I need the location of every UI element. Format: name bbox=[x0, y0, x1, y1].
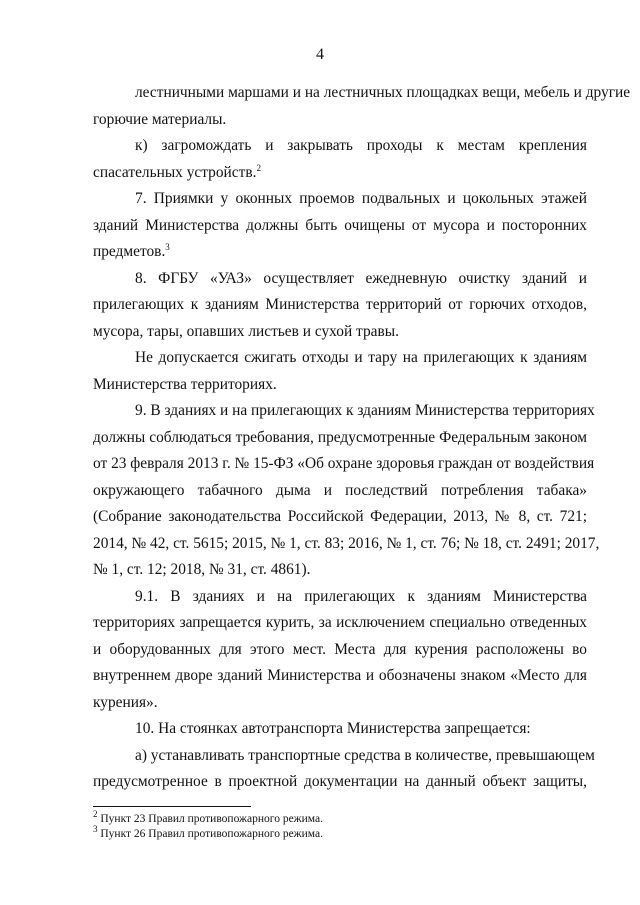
paragraph-item-k bbox=[93, 133, 587, 186]
paragraph-7 bbox=[93, 186, 587, 266]
text-line: 2014, № 42, ст. 5615; 2015, № 1, ст. 83; 2016, № 1, ст. 76; № 18, ст. 2491; 2017, bbox=[93, 534, 600, 552]
footnote-3 bbox=[93, 824, 587, 842]
text-line-content: предметов. bbox=[93, 243, 166, 260]
text-line: 7. Приямки у оконных проемов подвальных и цокольных этажей bbox=[135, 190, 587, 207]
text-line: территориях запрещается курить, за исключением специально отведенных bbox=[93, 614, 587, 631]
text-line: мусора, тары, опавших листьев и сухой травы. bbox=[93, 322, 399, 340]
text-line: 10. На стоянках автотранспорта Министерства запрещается: bbox=[135, 720, 531, 737]
text-line: должны соблюдаться требования, предусмотренные Федеральным законом bbox=[93, 428, 587, 446]
footnote-divider bbox=[93, 806, 251, 807]
text-line: от 23 февраля 2013 г. № 15-ФЗ «Об охране здоровья граждан от воздействия bbox=[93, 455, 595, 472]
footnotes bbox=[93, 809, 587, 842]
text-line: предусмотренное в проектной документации на данный объект защиты, bbox=[93, 773, 587, 790]
text-line: прилегающих к зданиям Министерства территорий от горючих отходов, bbox=[93, 296, 587, 313]
text-line bbox=[93, 239, 587, 266]
footnote-text: Пункт 23 Правил противопожарного режима. bbox=[97, 813, 323, 825]
text-line: Не допускается сжигать отходы и тару на прилегающих к зданиям bbox=[135, 349, 587, 366]
footnote-mark: 3 bbox=[93, 824, 98, 835]
text-line: 9. В зданиях и на прилегающих к зданиям Министерства территориях bbox=[135, 402, 595, 419]
paragraph-8 bbox=[93, 266, 587, 346]
text-line bbox=[93, 160, 587, 187]
paragraph-9-1 bbox=[93, 584, 587, 717]
text-line: (Собрание законодательства Российской Федерации, 2013, № 8, ст. 721; bbox=[93, 508, 587, 525]
text-line: а) устанавливать транспортные средства в количестве, превышающем bbox=[135, 746, 595, 764]
text-line: 9.1. В зданиях и на прилегающих к зданиям Министерства bbox=[135, 587, 587, 605]
text-line: и оборудованных для этого мест. Места для курения расположены во bbox=[93, 640, 587, 658]
text-line: горючие материалы. bbox=[93, 110, 227, 128]
page-number: 4 bbox=[316, 46, 324, 63]
document-body bbox=[93, 80, 631, 796]
paragraph-9 bbox=[93, 398, 600, 584]
footnote-ref-3: 3 bbox=[165, 241, 170, 252]
text-line-content: спасательных устройств. bbox=[93, 163, 257, 181]
footnote-text: Пункт 26 Правил противопожарного режима. bbox=[97, 828, 323, 840]
text-line: внутреннем дворе зданий Министерства и обозначены знаком «Место для bbox=[93, 667, 587, 684]
paragraph-continuation bbox=[93, 80, 631, 133]
paragraph-burning-ban bbox=[93, 345, 587, 398]
text-line: зданий Министерства должны быть очищены от мусора и посторонних bbox=[93, 216, 587, 234]
text-line: к) загромождать и закрывать проходы к местам крепления bbox=[135, 137, 587, 154]
paragraph-10 bbox=[93, 716, 587, 743]
text-line: курения». bbox=[93, 693, 158, 711]
footnote-2 bbox=[93, 809, 587, 827]
text-line: Министерства территориях. bbox=[93, 375, 277, 393]
footnote-ref-2: 2 bbox=[256, 162, 261, 173]
footnote-mark: 2 bbox=[93, 809, 98, 820]
text-line: лестничными маршами и на лестничных площадках вещи, мебель и другие bbox=[135, 84, 631, 101]
text-line: 8. ФГБУ «УАЗ» осуществляет ежедневную очистку зданий и bbox=[135, 269, 587, 287]
text-line: окружающего табачного дыма и последствий потребления табака» bbox=[93, 481, 587, 499]
text-line: № 1, ст. 12; 2018, № 31, ст. 4861). bbox=[93, 561, 311, 578]
paragraph-10-a bbox=[93, 743, 595, 796]
